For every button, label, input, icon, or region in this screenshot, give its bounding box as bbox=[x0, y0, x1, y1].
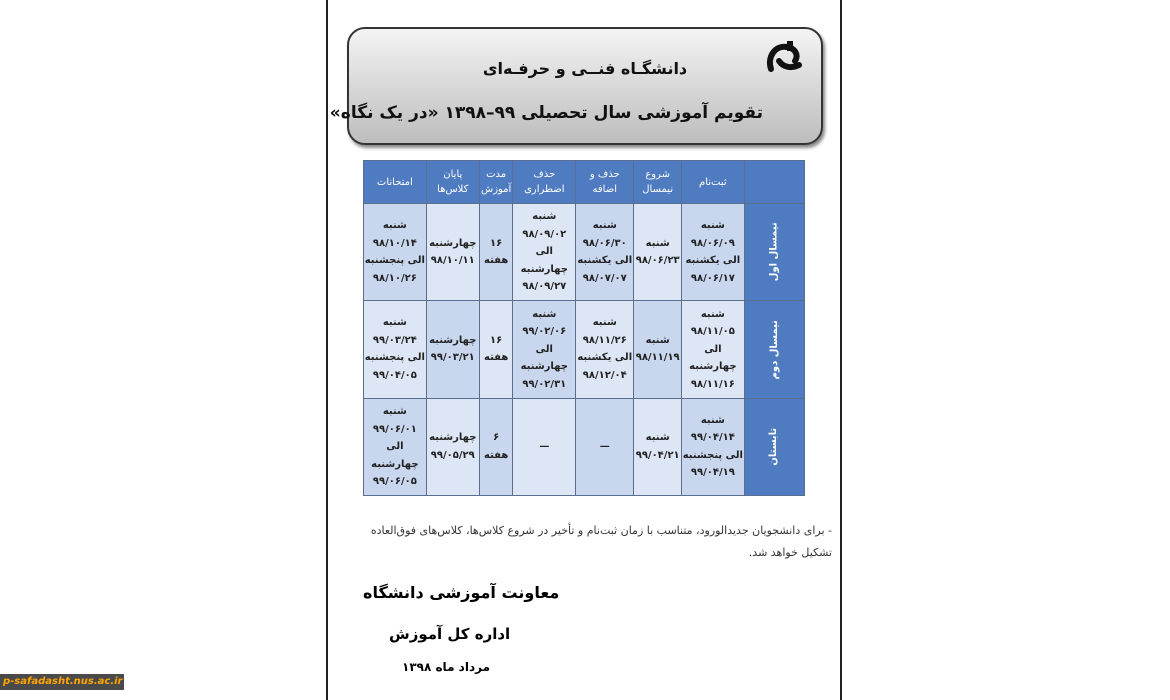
footnote: - برای دانشجویان جدیدالورود، متناسب با زمان ثبت‌نام و تأخیر در شروع کلاس‌ها، کلاس‌های فوق‌العاده تشکیل خواهد شد. bbox=[370, 524, 832, 559]
header-emergency-drop: حذف اضطراری bbox=[513, 161, 576, 204]
header-registration: ثبت‌نام bbox=[682, 161, 745, 204]
table-row bbox=[364, 398, 805, 495]
table-cell: شنبه ۹۹/۰۶/۰۱ الی چهارشنبه ۹۹/۰۶/۰۵ bbox=[364, 398, 427, 495]
website-watermark: p-safadasht.nus.ac.ir bbox=[0, 674, 124, 690]
table-cell: چهارشنبه ۹۹/۰۵/۲۹ bbox=[426, 398, 479, 495]
row-label-summer: تابستان bbox=[744, 398, 804, 495]
table-cell: ۱۶ هفته bbox=[479, 301, 513, 398]
university-title: دانشگـاه فنــی و حرفـه‌ای bbox=[482, 59, 688, 78]
header-semester-start: شروع نیمسال bbox=[634, 161, 682, 204]
title-banner bbox=[329, 27, 823, 145]
page-border-left bbox=[326, 0, 328, 700]
calendar-subtitle: تقویم آموزشی سال تحصیلی ۹۹–۱۳۹۸ «در یک نگاه» bbox=[329, 103, 763, 123]
table-cell: شنبه ۹۹/۰۴/۲۱ bbox=[634, 398, 682, 495]
table-cell: شنبه ۹۸/۰۶/۳۰ الی یکشنبه ۹۸/۰۷/۰۷ bbox=[576, 204, 634, 301]
header-add-drop: حذف و اضافه bbox=[576, 161, 634, 204]
table-cell: شنبه ۹۹/۰۳/۲۴ الی پنجشنبه ۹۹/۰۴/۰۵ bbox=[364, 301, 427, 398]
header-classes-end: پایان کلاس‌ها bbox=[426, 161, 479, 204]
table-cell: ۶ هفته bbox=[479, 398, 513, 495]
academic-calendar-table bbox=[363, 160, 805, 496]
table-cell: شنبه ۹۸/۱۱/۲۶ الی یکشنبه ۹۸/۱۲/۰۴ bbox=[576, 301, 634, 398]
header-duration: مدت آموزش bbox=[479, 161, 513, 204]
page-border-right bbox=[840, 0, 842, 700]
table-row bbox=[364, 204, 805, 301]
header-exams: امتحانات bbox=[364, 161, 427, 204]
table-cell: — bbox=[513, 398, 576, 495]
row-label-second-semester: نیمسال دوم bbox=[744, 301, 804, 398]
table-cell: شنبه ۹۸/۰۶/۰۹ الی یکشنبه ۹۸/۰۶/۱۷ bbox=[682, 204, 745, 301]
table-cell: شنبه ۹۸/۰۹/۰۲ الی چهارشنبه ۹۸/۰۹/۲۷ bbox=[513, 204, 576, 301]
table-cell: چهارشنبه ۹۹/۰۳/۲۱ bbox=[426, 301, 479, 398]
table-cell: شنبه ۹۸/۱۱/۰۵ الی چهارشنبه ۹۸/۱۱/۱۶ bbox=[682, 301, 745, 398]
table-cell: — bbox=[576, 398, 634, 495]
signature-date: مرداد ماه ۱۳۹۸ bbox=[402, 660, 490, 674]
table-cell: شنبه ۹۸/۰۶/۲۳ bbox=[634, 204, 682, 301]
signature-office: اداره کل آموزش bbox=[389, 625, 511, 643]
table-cell: شنبه ۹۹/۰۴/۱۴ الی پنجشنبه ۹۹/۰۴/۱۹ bbox=[682, 398, 745, 495]
table-cell: شنبه ۹۸/۱۰/۱۴ الی پنجشنبه ۹۸/۱۰/۲۶ bbox=[364, 204, 427, 301]
table-cell: چهارشنبه ۹۸/۱۰/۱۱ bbox=[426, 204, 479, 301]
table-cell: ۱۶ هفته bbox=[479, 204, 513, 301]
table-cell: شنبه ۹۸/۱۱/۱۹ bbox=[634, 301, 682, 398]
table-cell: شنبه ۹۹/۰۲/۰۶ الی چهارشنبه ۹۹/۰۲/۳۱ bbox=[513, 301, 576, 398]
table-row bbox=[364, 301, 805, 398]
row-label-first-semester: نیمسال اول bbox=[744, 204, 804, 301]
table-corner bbox=[744, 161, 804, 204]
signature-department: معاونت آموزشی دانشگاه bbox=[363, 583, 560, 602]
